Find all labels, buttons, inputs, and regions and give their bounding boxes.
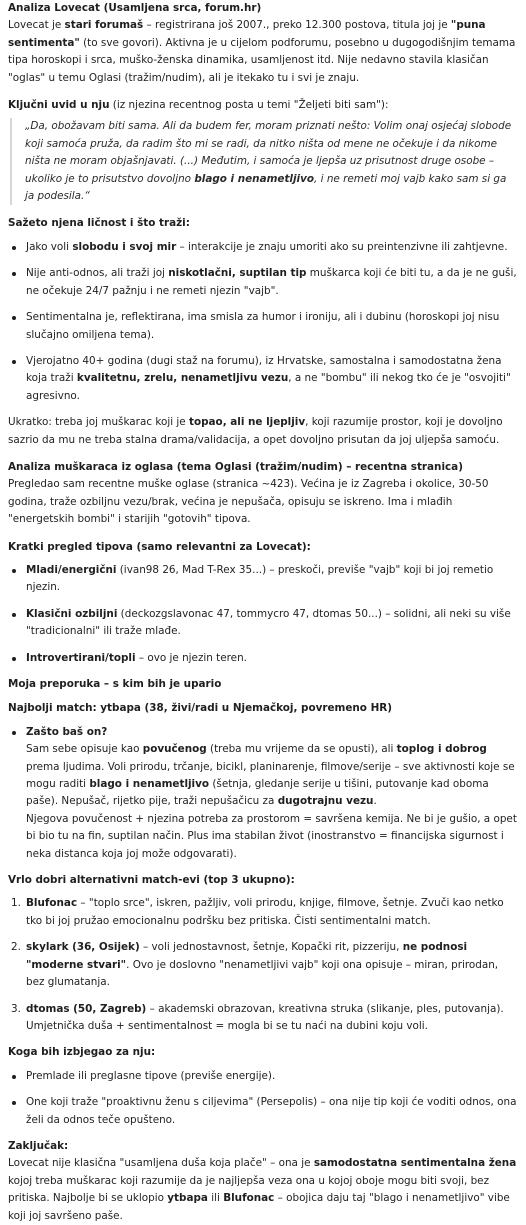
text-run: Nije anti-odnos, ali traži joj bbox=[26, 267, 169, 280]
list-item bbox=[8, 650, 518, 667]
bold-text: Introvertirani/topli bbox=[26, 651, 136, 664]
text-run: – "toplo srce", iskren, pažljiv, voli prirodu, knjige, filmove, šetnje. Zvuči kao netko tko bi joj pružao emocionalnu podršku bez pritiska. Čisti sentimentalni match. bbox=[26, 897, 504, 927]
text-run: muškarca koji će biti tu, a da je ne guši, ne očekuje 24/7 pažnju i ne remeti njezin "vajb". bbox=[26, 267, 517, 297]
intro-paragraph bbox=[8, 17, 518, 87]
list-item bbox=[8, 562, 518, 597]
bold-text: blago i nenametljivo bbox=[194, 172, 315, 185]
text-run: Lovecat je bbox=[8, 19, 65, 32]
ads-analysis-paragraph: Pregledao sam recentne muške oglase (stranica ~423). Većina je iz Zagreba i okolice, 30-50 godina, traže ozbiljnu vezu/brak, većina je nepušača, opisuju se iskreno. Ima i mlađih "energetskih bombi" i starijih "gotovih" tipova. bbox=[8, 478, 489, 526]
list-item bbox=[8, 1094, 518, 1129]
avoid-heading: Koga bih izbjegao za nju: bbox=[8, 1046, 156, 1059]
text-run: , a ne "bombu" ili nekog tko će je "osvojiti" agresivno. bbox=[26, 372, 511, 402]
alternatives-heading: Vrlo dobri alternativni match-evi (top 3 ukupno): bbox=[8, 874, 295, 887]
text-run: – ovo je njezin teren. bbox=[135, 651, 247, 664]
best-match-heading: Najbolji match: ytbapa (38, živi/radi u Njemačkoj, povremeno HR) bbox=[8, 702, 393, 715]
list-item bbox=[8, 239, 518, 256]
text-run: Sentimentalna je, reflektirana, ima smisla za humor i ironiju, ali i dubinu (horoskopi joj nisu slučajno omiljena tema). bbox=[26, 311, 500, 341]
why-list bbox=[8, 724, 518, 863]
recommendation-heading: Moja preporuka – s kim bih je upario bbox=[8, 678, 222, 690]
text-run: , i ne remeti moj vajb kako sam si ga ja podesila.“ bbox=[25, 172, 507, 203]
bold-text: niskotlačni, suptilan tip bbox=[168, 267, 307, 280]
text-run: . bbox=[373, 795, 377, 808]
bold-text: ytbapa bbox=[167, 1192, 208, 1205]
types-heading: Kratki pregled tipova (samo relevantni za Lovecat): bbox=[8, 540, 311, 553]
bold-text: samodostatna sentimentalna žena bbox=[313, 1157, 517, 1170]
list-number: 1. bbox=[11, 897, 21, 910]
ads-analysis-heading: Analiza muškaraca iz oglasa (tema Oglasi (tražim/nudim) – recentna stranica) bbox=[8, 460, 463, 473]
text-run: Sam sebe opisuje kao bbox=[26, 743, 143, 756]
personality-list bbox=[8, 239, 518, 405]
bold-text: Mladi/energični bbox=[26, 563, 117, 576]
types-list bbox=[8, 562, 518, 667]
text-run: Lovecat nije klasična "usamljena duša koja plače" – ona je bbox=[8, 1157, 314, 1170]
list-number: 2. bbox=[11, 941, 21, 954]
bold-text: Ključni uvid u nju bbox=[8, 99, 110, 112]
list-item bbox=[8, 1001, 518, 1036]
bold-text: povučenog bbox=[142, 743, 207, 756]
text-run: – akademski obrazovan, kreativna struka (slikanje, ples, putovanja). Umjetnička duša + sentimentalnost = mogla bi se tu naći na dubini koju voli. bbox=[26, 1002, 504, 1032]
list-item bbox=[8, 895, 518, 930]
text-run: . Ovo je doslovno "nenametljivi vajb" koji ona opisuje – miran, prirodan, bez glumatanja. bbox=[26, 958, 499, 989]
bold-text: Blufonac bbox=[223, 1192, 275, 1205]
why-paragraph-1 bbox=[26, 743, 515, 807]
conclusion-paragraph bbox=[8, 1155, 518, 1225]
text-run: – obojica daju taj "blago i nenametljivo" vibe koji joj savršeno paše. bbox=[8, 1192, 510, 1222]
text-run: , koji razumije prostor, koji je dovoljno sazrio da mu ne treba stalna drama/validacija, a opet dovoljno prisutan da joj uljepša samoću. bbox=[8, 416, 503, 446]
bold-text: Blufonac bbox=[26, 897, 78, 910]
conclusion-heading: Zaključak: bbox=[8, 1139, 69, 1152]
text-run: – voli jednostavnost, šetnje, Kopački rit, pizzeriju, bbox=[139, 941, 403, 954]
text-run: prema ljudima. Voli prirodu, trčanje, bicikl, planinarenje, filmove/serije – sve aktivnosti koje se mogu raditi bbox=[26, 760, 515, 791]
bold-text: dugotrajnu vezu bbox=[277, 795, 374, 808]
list-item bbox=[8, 939, 518, 991]
text-run: kojoj treba muškarac koji razumije da je najljepša veza ona u kojoj oboje mogu biti svoji, bez pritiska. Najbolje bi se uklopio bbox=[8, 1174, 490, 1205]
text-run: – registrirana još 2007., preko 12.300 postova, titula joj je bbox=[143, 19, 451, 32]
bold-text: dtomas (50, Zagreb) bbox=[26, 1002, 147, 1015]
personality-heading: Sažeto njena ličnost i što traži: bbox=[8, 217, 190, 230]
key-insight-line bbox=[8, 97, 518, 114]
avoid-list bbox=[8, 1068, 518, 1129]
forum-quote bbox=[10, 118, 518, 205]
text-run: Ukratko: treba joj muškarac koji je bbox=[8, 416, 189, 429]
bold-text: kvalitetnu, zrelu, nenametljivu vezu bbox=[76, 372, 289, 385]
text-run: (to sve govori). Aktivna je u cijelom podforumu, posebno u dugogodišnjim temama tipa horoskopi i srca, muško-ženska dinamika, usamljenost itd. Nije nedavno stavila klasičan "oglas" u temu Oglasi (tražim/nudim), ali je itekako tu i svi je znaju. bbox=[8, 36, 516, 84]
bold-text: blago i nenametljivo bbox=[89, 778, 210, 791]
text-run: (iz njezina recentnog posta u temi "Željeti biti sam"): bbox=[109, 99, 389, 112]
text-run: Vjerojatno 40+ godina (dugi staž na forumu), iz Hrvatske, samostalna i samodostatna žena koja traži bbox=[26, 354, 502, 385]
text-run: „Da, obožavam biti sama. Ali da budem fer, moram priznati nešto: Volim onaj osjećaj slobode koji samoća pruža, da radim što mi se radi, da nitko ništa od mene ne očekuje i da nikome ništa ne moram objašnjavati. (...) Međutim, i samoća je ljepša uz prisutnost druge osobe – ukoliko je to prisutstvo dovoljno bbox=[25, 120, 512, 185]
bold-text: slobodu i svoj mir bbox=[72, 240, 177, 253]
list-item bbox=[8, 265, 518, 300]
list-item bbox=[8, 309, 518, 344]
bold-text: Klasični ozbiljni bbox=[26, 607, 118, 620]
bold-text: skylark (36, Osijek) bbox=[26, 941, 140, 954]
text-run: (šetnja, gledanje serije u tišini, putovanje kad oboma paše). Nepušač, rijetko pije, traži nepušačicu za bbox=[26, 778, 489, 808]
alternatives-list bbox=[8, 895, 518, 1035]
text-run: Premlade ili preglasne tipove (previše energije). bbox=[26, 1069, 276, 1082]
text-run: One koji traže "proaktivnu ženu s ciljevima" (Persepolis) – ona nije tip koji će voditi odnos, ona želi da odnos teče opušteno. bbox=[26, 1096, 517, 1126]
text-run: (ivan98 26, Mad T-Rex 35...) – preskoči, previše "vajb" koji bi joj remetio njezin. bbox=[26, 563, 494, 594]
text-run: – interakcije je znaju umoriti ako su preintenzivne ili zahtjevne. bbox=[176, 240, 508, 253]
text-run: (deckozgslavonac 47, tommycro 47, dtomas 50...) – solidni, ali neki su više "tradicionalni" ili traže mlađe. bbox=[26, 607, 511, 638]
list-item bbox=[8, 353, 518, 405]
analysis-title: Analiza Lovecat (Usamljena srca, forum.hr) bbox=[8, 2, 262, 14]
text-run: ili bbox=[207, 1192, 224, 1205]
why-title: Zašto baš on? bbox=[26, 725, 108, 738]
bold-text: toplog i dobrog bbox=[396, 743, 487, 756]
bold-text: topao, ali ne ljepljiv bbox=[189, 416, 306, 429]
text-run: Jako voli bbox=[26, 240, 73, 253]
list-number: 3. bbox=[11, 1002, 21, 1015]
list-item bbox=[8, 1068, 518, 1085]
bold-text: ne podnosi "moderne stvari" bbox=[26, 941, 468, 971]
list-item bbox=[8, 606, 518, 641]
bold-text: stari forumaš bbox=[64, 19, 144, 32]
text-run: (treba mu vrijeme da se opusti), ali bbox=[206, 743, 397, 756]
summary-paragraph bbox=[8, 414, 518, 449]
bold-text: "puna sentimenta" bbox=[8, 19, 486, 49]
why-item bbox=[8, 724, 518, 863]
why-paragraph-2: Njegova povučenost + njezina potreba za prostorom = savršena kemija. Ne bi je gušio, a opet bi bio tu na fin, suptilan način. Plus ima stabilan život (inostranstvo = financijska sigurnost i neka distanca koja joj može odgovarati). bbox=[26, 812, 517, 860]
